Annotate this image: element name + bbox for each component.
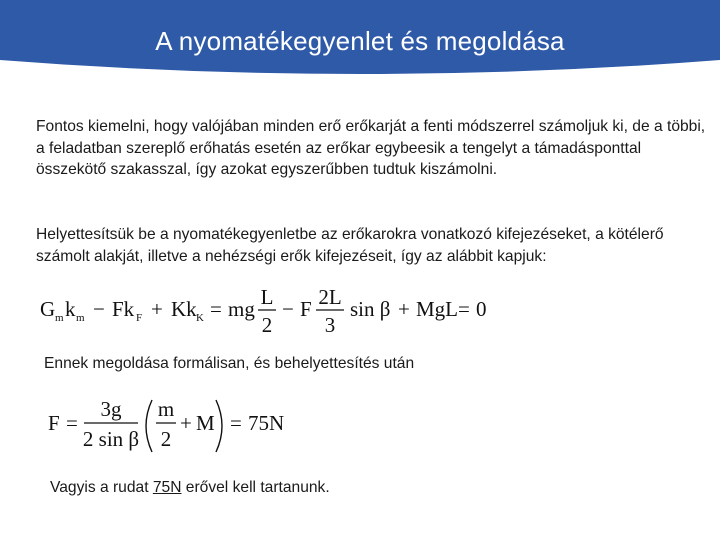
eq2-equals2: = — [230, 411, 242, 435]
eq2-frac-den: 2 sin β — [82, 427, 140, 451]
note-solution: Ennek megoldása formálisan, és behelyettesítés után — [44, 355, 415, 372]
page-title: A nyomatékegyenlet és megoldása — [155, 26, 565, 56]
paragraph-substitution: Helyettesítsük be a nyomatékegyenletbe az erőkarokra vonatkozó kifejezéseket, a kötélerő számolt alakját, illetve a nehézségi erők kifejezéseit, így az alábbit kapjuk: — [36, 226, 664, 265]
eq2-plus: + — [180, 411, 192, 435]
eq1-term-k: k — [65, 297, 76, 321]
eq1-minus: − — [93, 297, 105, 321]
eq1-term-G: G — [40, 297, 56, 321]
eq1-term-MgL: MgL — [416, 297, 458, 321]
eq1-frac1-num: L — [260, 285, 274, 309]
eq1-equals2: = — [458, 297, 470, 321]
eq1-term-Fk: Fk — [112, 297, 135, 321]
moment-equation — [38, 284, 488, 344]
title-banner — [0, 0, 720, 82]
solution-equation — [44, 396, 304, 456]
eq2-inner-num: m — [157, 397, 175, 421]
eq1-term-mg: mg — [228, 297, 255, 321]
eq2-equals: = — [66, 411, 78, 435]
eq1-equals: = — [210, 297, 222, 321]
eq1-term-F: F — [300, 297, 312, 321]
eq1-sin-beta: sin β — [350, 297, 391, 321]
conclusion-suffix: erővel kell tartanunk. — [181, 479, 330, 496]
eq2-right-paren — [216, 400, 222, 452]
eq1-frac1-den: 2 — [261, 313, 273, 337]
eq2-lhs-F: F — [48, 411, 60, 435]
eq1-frac2-num: 2L — [318, 285, 342, 309]
eq1-sub-K: K — [196, 312, 204, 324]
eq1-sub-m: m — [55, 312, 64, 324]
eq1-zero: 0 — [476, 297, 487, 321]
eq2-M: M — [196, 411, 215, 435]
eq1-plus2: + — [398, 297, 410, 321]
conclusion-prefix: Vagyis a rudat — [50, 479, 153, 496]
eq2-left-paren — [146, 400, 152, 452]
note-conclusion — [50, 478, 330, 498]
eq1-frac2-den: 3 — [324, 313, 336, 337]
conclusion-value: 75N — [152, 479, 182, 496]
eq1-sub-m2: m — [76, 312, 85, 324]
paragraph-intro: Fontos kiemelni, hogy valójában minden erő erőkarját a fenti módszerrel számoljuk ki, de a többi, a feladatban szereplő erőhatás esetén az erőkar egybeesik a tengelyt a támadásponttal összekötő szakasszal, így azokat egyszerűbben tudtuk kiszámolni. — [36, 118, 706, 178]
eq2-frac-num: 3g — [100, 397, 122, 421]
eq1-minus2: − — [282, 297, 294, 321]
eq2-result: 75N — [248, 411, 285, 435]
eq1-sub-F: F — [136, 312, 143, 324]
eq2-inner-den: 2 — [160, 427, 172, 451]
eq1-term-Kk: Kk — [171, 297, 197, 321]
eq1-plus: + — [151, 297, 163, 321]
